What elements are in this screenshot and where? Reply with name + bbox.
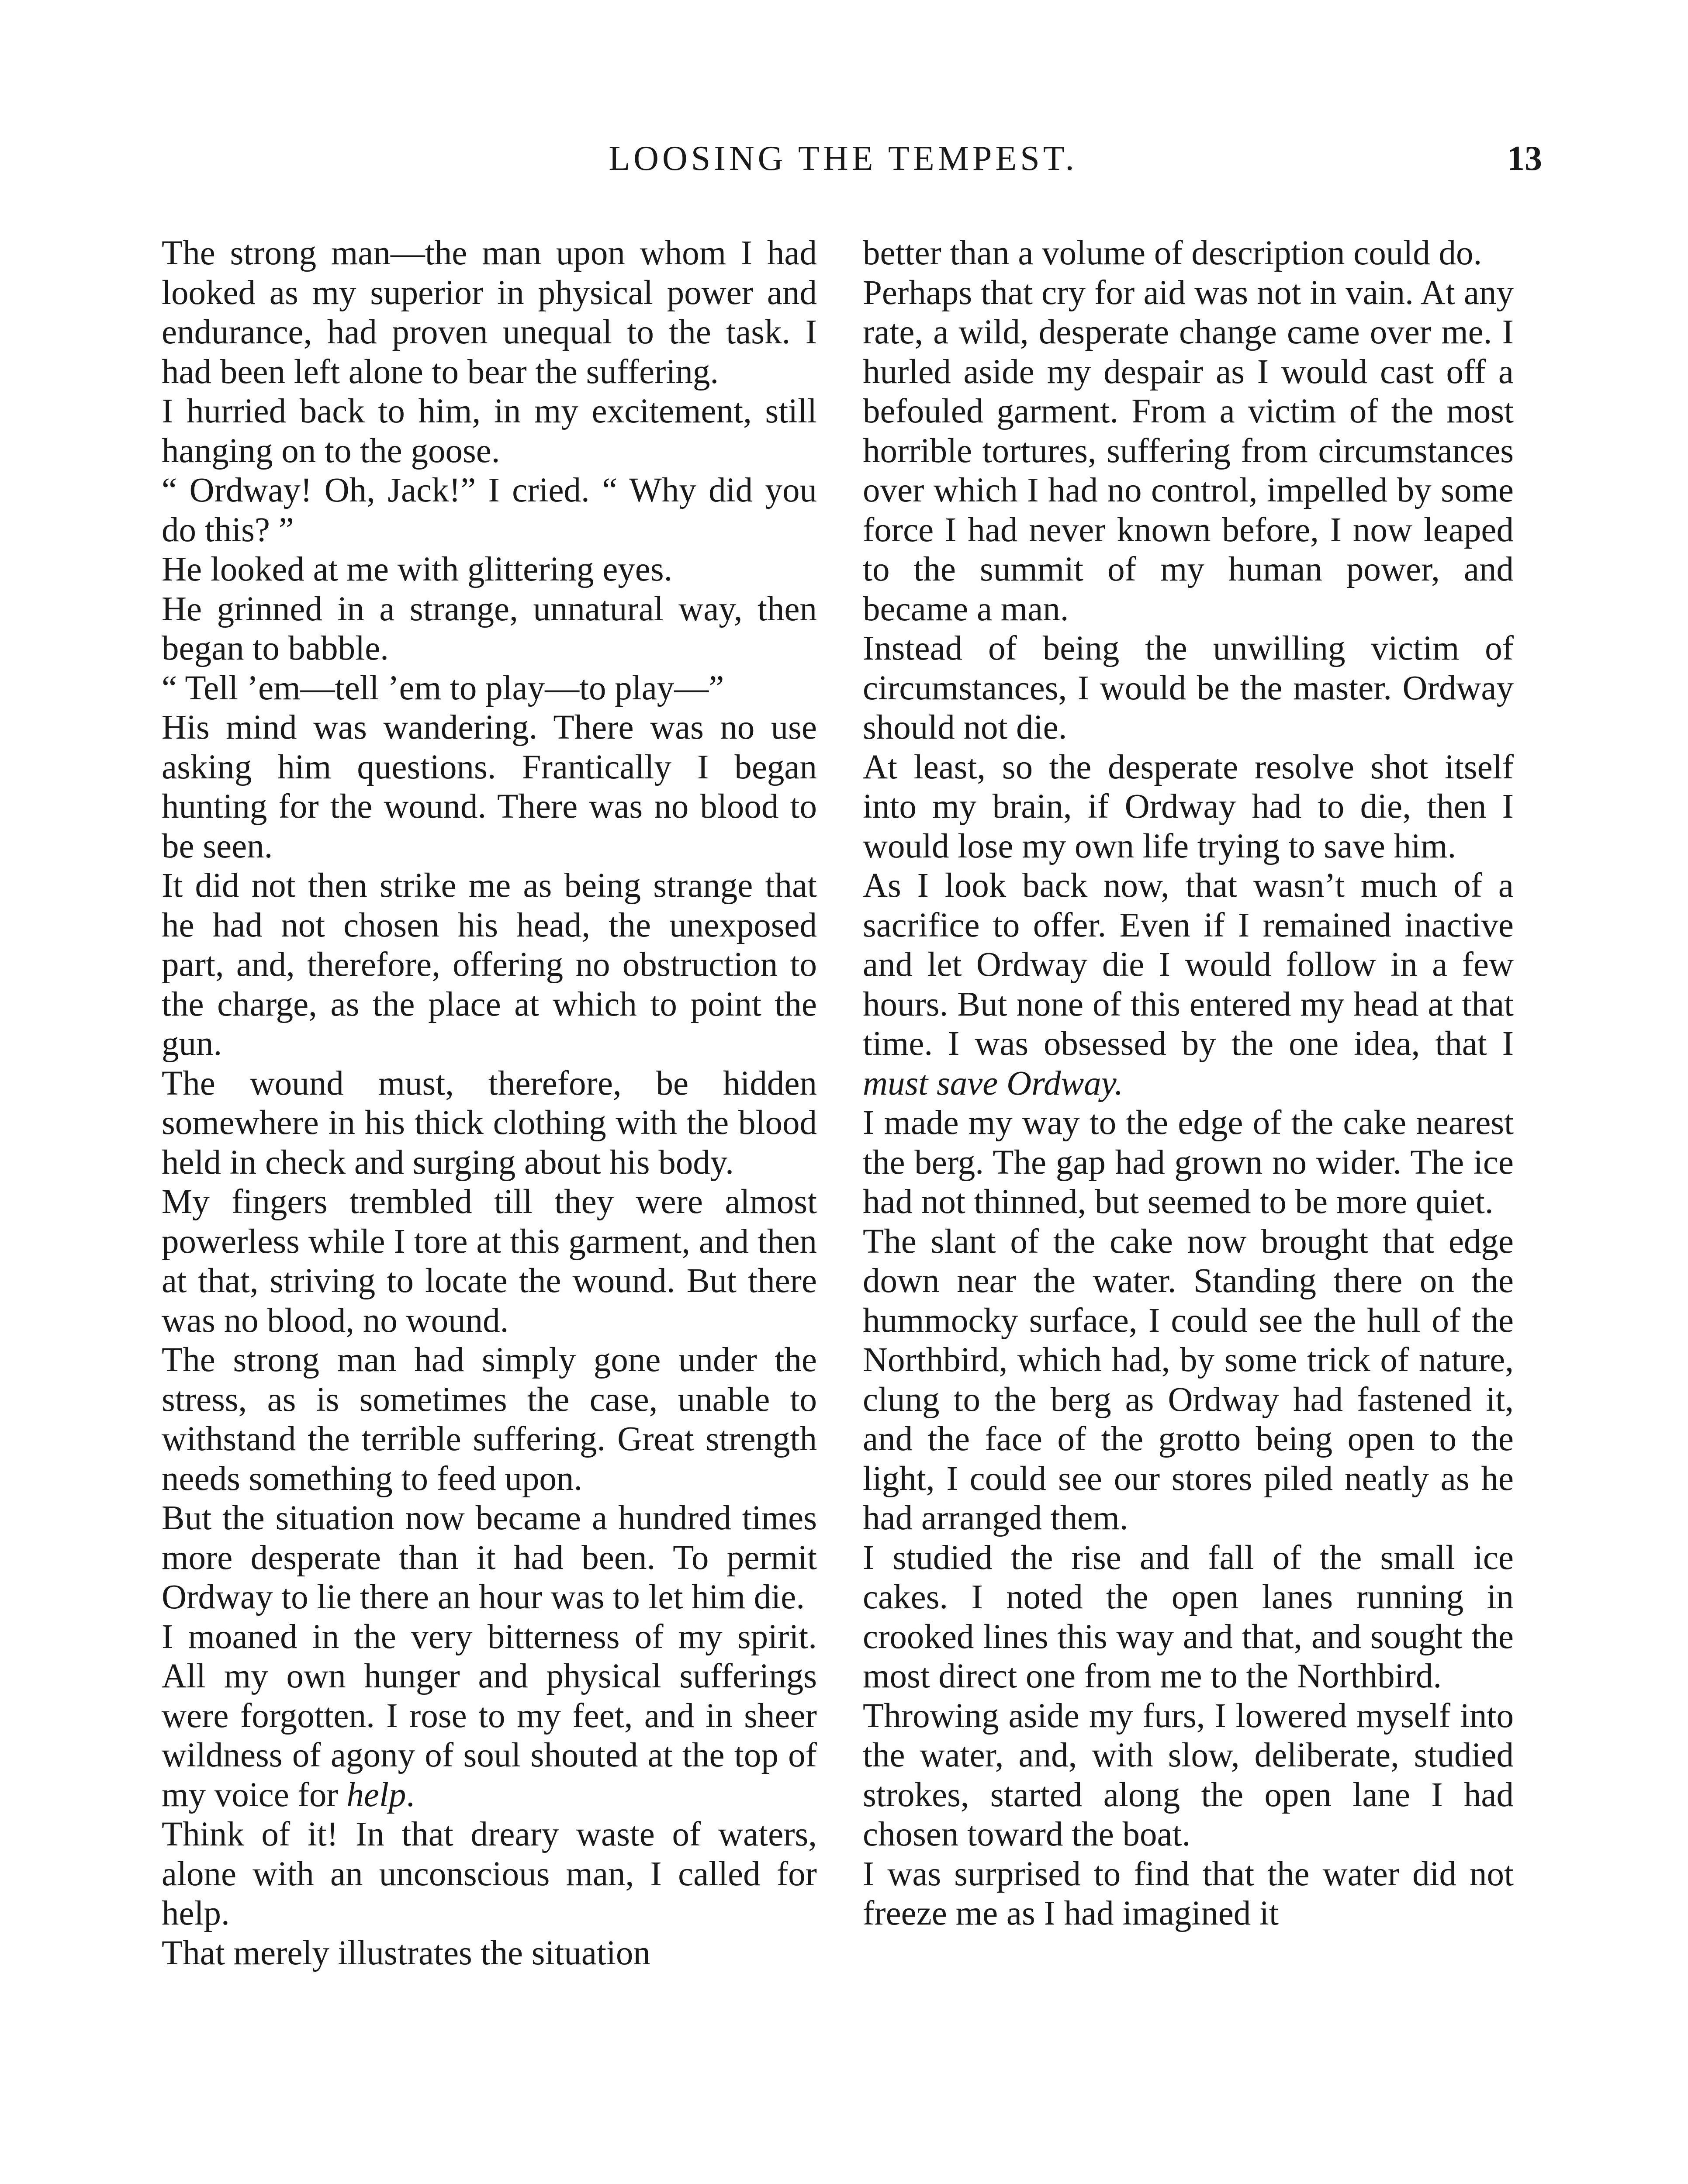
italic-word: help (346, 1776, 406, 1814)
paragraph: Perhaps that cry for aid was not in vain. At any rate, a wild, desperate change came over me. I hurled aside my despair as I would cast off a befouled garment. From a victim of the most horrible tortures, suffering from circumstances over which I had no control, impelled by some force I had never known before, I now leaped to the summit of my human power, and became a man. (863, 273, 1514, 628)
paragraph: better than a volume of description could do. (863, 234, 1482, 272)
page-number: 13 (1507, 139, 1542, 178)
paragraph: I was surprised to find that the water did not freeze me as I had imagined it (863, 1855, 1514, 1932)
paragraph: At least, so the desperate resolve shot itself into my brain, if Ordway had to die, then I would lose my own life trying to save him. (863, 748, 1514, 865)
paragraph: The wound must, therefore, be hidden somewhere in his thick clothing with the blood held in check and surging about his body. (162, 1064, 817, 1182)
italic-phrase: must save Ordway. (863, 1064, 1124, 1102)
paragraph: He looked at me with glittering eyes. (162, 550, 673, 588)
right-column (863, 234, 1514, 1934)
running-title: LOOSING THE TEMPEST. (609, 139, 1078, 178)
paragraph: I hurried back to him, in my excitement, still hanging on to the goose. (162, 392, 817, 470)
paragraph: It did not then strike me as being strange that he had not chosen his head, the unexposed part, and, therefore, offering no obstruction to the charge, as the place at which to point the gun. (162, 867, 817, 1063)
page-header (162, 139, 1542, 191)
paragraph: The strong man—the man upon whom I had looked as my superior in physical power and endurance, had proven unequal to the task. I had been left alone to bear the suffering. (162, 234, 817, 391)
paragraph: Throwing aside my furs, I lowered myself into the water, and, with slow, deliberate, studied strokes, started along the open lane I had chosen toward the boat. (863, 1697, 1514, 1853)
paragraph: He grinned in a strange, unnatural way, then began to babble. (162, 590, 817, 667)
paragraph-text: I moaned in the very bitterness of my spirit. All my own hunger and physical sufferings were forgotten. I rose to my feet, and in sheer wildness of agony of soul shouted at the top of my voice for (162, 1617, 817, 1814)
paragraph (863, 866, 1514, 1103)
paragraph: But the situation now became a hundred times more desperate than it had been. To permit Ordway to lie there an hour was to let him die. (162, 1499, 817, 1616)
paragraph: “ Tell ’em—tell ’em to play—to play—” (162, 669, 724, 707)
paragraph: I studied the rise and fall of the small ice cakes. I noted the open lanes running in crooked lines this way and that, and sought the most direct one from me to the Northbird. (863, 1538, 1514, 1695)
paragraph (162, 1617, 817, 1815)
paragraph: Instead of being the unwilling victim of circumstances, I would be the master. Ordway should not die. (863, 629, 1514, 746)
paragraph: The slant of the cake now brought that edge down near the water. Standing there on the hummocky surface, I could see the hull of the Northbird, which had, by some trick of nature, clung to the berg as Ordway had fastened it, and the face of the grotto being open to the light, I could see our stores piled neatly as he had arranged them. (863, 1222, 1514, 1537)
paragraph: Think of it! In that dreary waste of waters, alone with an unconscious man, I called for help. (162, 1815, 817, 1932)
paragraph: His mind was wandering. There was no use asking him questions. Frantically I began hunting for the wound. There was no blood to be seen. (162, 708, 817, 865)
paragraph-text: As I look back now, that wasn’t much of a sacrifice to offer. Even if I remained inactive and let Ordway die I would follow in a few hours. But none of this entered my head at that time. I was obsessed by the one idea, that I (863, 867, 1514, 1063)
paragraph-end: . (406, 1776, 415, 1814)
paragraph: That merely illustrates the situation (162, 1934, 650, 1972)
left-column (162, 234, 817, 1973)
paragraph: I made my way to the edge of the cake nearest the berg. The gap had grown no wider. The ice had not thinned, but seemed to be more quiet. (863, 1104, 1514, 1221)
paragraph: The strong man had simply gone under the stress, as is sometimes the case, unable to withstand the terrible suffering. Great strength needs something to feed upon. (162, 1341, 817, 1498)
paragraph: “ Ordway! Oh, Jack!” I cried. “ Why did you do this? ” (162, 471, 817, 549)
paragraph: My fingers trembled till they were almost powerless while I tore at this garment, and then at that, striving to locate the wound. But there was no blood, no wound. (162, 1183, 817, 1340)
